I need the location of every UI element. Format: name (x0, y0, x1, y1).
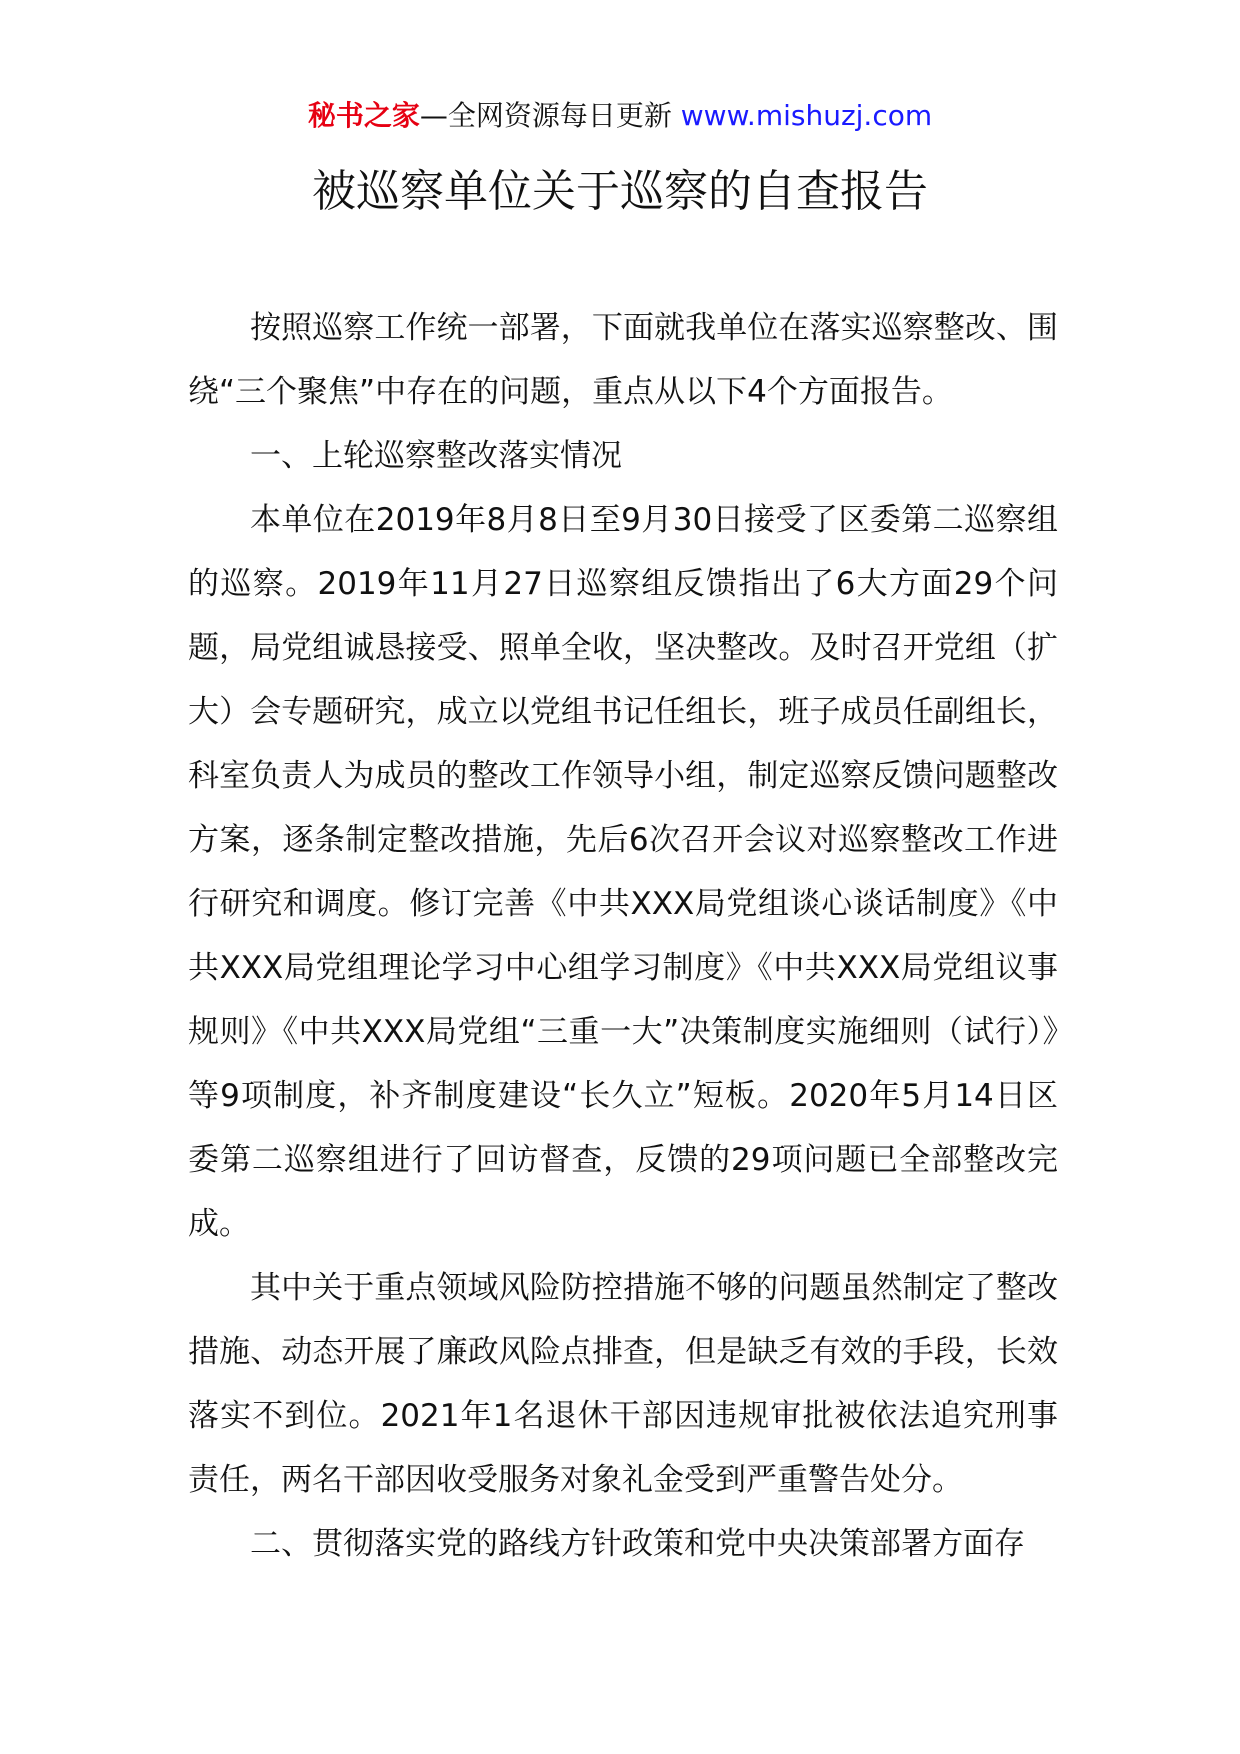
header-tagline: —全网资源每日更新 (419, 99, 681, 132)
paragraph-risk-control: 其中关于重点领域风险防控措施不够的问题虽然制定了整改措施、动态开展了廉政风险点排查，但是缺乏有效的手段，长效落实不到位。2021年1名退休干部因违规审批被依法追究刑事责任，两名干部因收受服务对象礼金受到严重警告处分。 (188, 1270, 1058, 1498)
paragraph-rectification: 本单位在2019年8月8日至9月30日接受了区委第二巡察组的巡察。2019年11月27日巡察组反馈指出了6大方面29个问题，局党组诚恳接受、照单全收，坚决整改。及时召开党组（扩大）会专题研究，成立以党组书记任组长，班子成员任副组长，科室负责人为成员的整改工作领导小组，制定巡察反馈问题整改方案，逐条制定整改措施，先后6次召开会议对巡察整改工作进行研究和调度。修订完善《中共XXX局党组谈心谈话制度》《中共XXX局党组理论学习中心组学习制度》《中共XXX局党组议事规则》《中共XXX局党组“三重一大”决策制度实施细则（试行）》等9项制度，补齐制度建设“长久立”短板。2020年5月14日区委第二巡察组进行了回访督查，反馈的29项问题已全部整改完成。 (188, 502, 1058, 1242)
section-heading-2: 二、贯彻落实党的路线方针政策和党中央决策部署方面存 (250, 1526, 1025, 1562)
brand-name: 秘书之家 (307, 99, 420, 132)
section-heading-1: 一、上轮巡察整改落实情况 (250, 438, 622, 474)
document-body (188, 296, 1058, 1576)
site-url[interactable]: www.mishuzj.com (680, 99, 933, 132)
paragraph-intro: 按照巡察工作统一部署，下面就我单位在落实巡察整改、围绕“三个聚焦”中存在的问题，重点从以下4个方面报告。 (188, 310, 1058, 410)
site-header (0, 96, 1240, 136)
document-title: 被巡察单位关于巡察的自查报告 (312, 166, 928, 217)
